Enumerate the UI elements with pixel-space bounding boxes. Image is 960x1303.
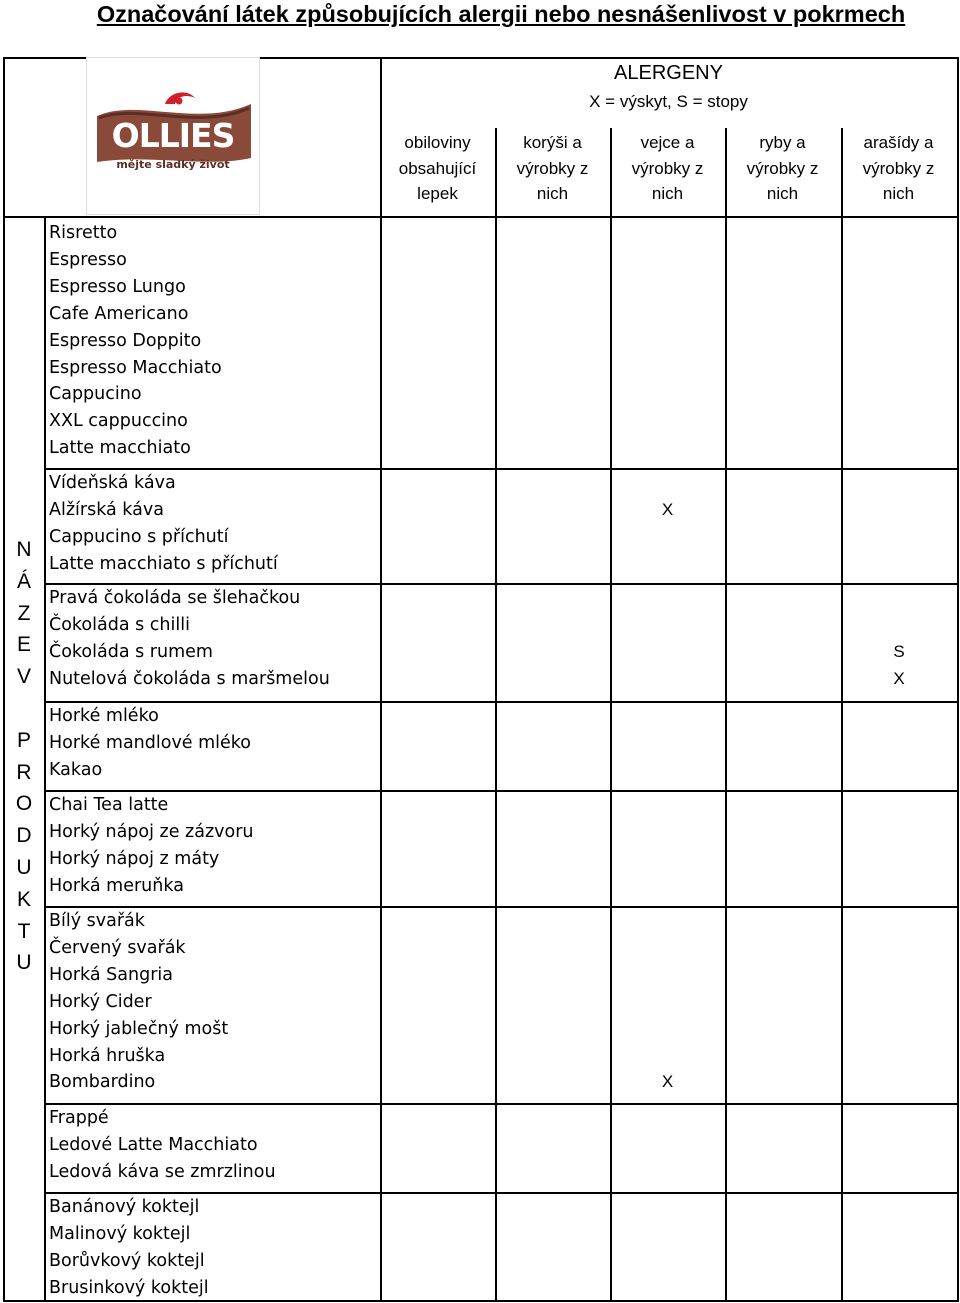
product-name: Risretto [49,223,118,243]
product-name: Cappucino [49,384,142,405]
allergen-column-header-line: nich [651,184,684,203]
product-name: Brusinkový koktejl [49,1277,209,1298]
table-vertical-line [495,128,497,1302]
allergen-mark: S [893,641,905,661]
allergens-header: ALERGENY [614,62,723,84]
product-name: Horké mandlové mléko [49,732,252,753]
product-name: XXL cappuccino [49,411,188,432]
product-name: Horký Cider [49,991,152,1012]
product-name: Alžírská káva [49,499,164,520]
table-horizontal-line [44,468,959,470]
ollies-logo [86,57,260,215]
table-vertical-line [44,216,46,1302]
table-vertical-line [380,57,382,1302]
allergen-column-header [380,130,495,207]
side-label-letter: V [16,665,31,689]
product-name: Horký nápoj ze zázvoru [49,821,254,842]
table-vertical-line [610,128,612,1302]
product-name: Horký nápoj z máty [49,848,220,869]
allergen-column-header-line: nich [536,184,569,203]
table-horizontal-line [3,1300,959,1302]
side-label-letter: K [16,887,31,911]
product-name: Espresso Lungo [49,276,186,297]
product-name: Bílý svařák [49,911,145,931]
allergen-column-header-line: arašídy a [863,133,934,152]
product-name: Ledová káva se zmrzlinou [49,1161,276,1182]
product-name: Červený svařák [49,937,186,958]
allergen-column-header-line: výrobky z [862,158,935,178]
side-label-letter: T [17,919,31,943]
product-name: Latte macchiato s příchutí [49,553,278,574]
product-name: Vídeňská káva [49,473,176,493]
allergen-column-header-line: lepek [417,184,458,203]
side-label-letter: O [15,792,33,816]
document-title: Označování látek způsobujících alergii nebo nesnášenlivost v pokrmech [96,1,906,27]
table-vertical-line [841,128,843,1302]
product-name: Espresso Doppito [49,330,202,351]
product-name: Cappucino s příchutí [49,526,229,547]
side-label-letter: U [16,856,32,879]
logo-brand-text: OLLIES [111,116,235,155]
side-label-letter: Z [17,601,31,625]
product-name: Chai Tea latte [49,795,169,815]
product-name: Čokoláda s rumem [49,641,213,662]
allergen-column-header [725,130,840,207]
logo-slogan-text: mějte sladký život [116,158,230,171]
table-horizontal-line [44,790,959,792]
product-name: Cafe Americano [49,303,189,324]
allergen-column-header-line: výrobky z [746,158,819,178]
table-horizontal-line [44,1192,959,1194]
side-label-letter: R [16,760,32,784]
allergen-column-header-line: vejce a [640,133,695,152]
product-name: Malinový koktejl [49,1223,191,1244]
allergen-mark: X [661,1072,674,1092]
allergen-column-header-line: nich [882,184,915,203]
product-name: Espresso Macchiato [49,357,222,378]
side-label-letter: P [16,728,31,752]
product-name: Nutelová čokoláda s maršmelou [49,668,330,689]
product-name: Horký jablečný mošt [49,1018,229,1039]
product-name: Kakao [49,759,103,780]
side-label-letter: D [16,824,32,848]
allergen-column-header [841,130,956,207]
table-horizontal-line [3,216,959,218]
allergen-column-header-line: obsahující [398,158,477,178]
allergen-column-header-line: nich [766,184,799,203]
allergen-mark: X [661,499,674,519]
allergen-column-header-line: korýši a [523,133,582,152]
side-label-letter: U [16,951,32,975]
product-name: Pravá čokoláda se šlehačkou [49,588,301,608]
allergen-column-header-line: ryby a [759,133,806,152]
logo-dot-icon [176,98,183,105]
table-vertical-line [957,57,959,1302]
table-vertical-line [3,57,5,1302]
allergen-column-header-line: výrobky z [516,158,589,178]
allergen-column-header-line: obiloviny [404,133,471,152]
allergen-column-header-line: výrobky z [631,158,704,178]
allergen-column-header [610,130,725,207]
product-name: Bombardino [49,1072,156,1093]
allergen-column-header [495,130,610,207]
table-horizontal-line [44,583,959,585]
side-label-letter: Á [16,569,31,593]
product-name: Banánový koktejl [49,1197,200,1217]
product-name: Latte macchiato [49,438,191,459]
product-name: Borůvkový koktejl [49,1250,205,1271]
side-label-letter: E [16,633,31,657]
table-horizontal-line [44,906,959,908]
product-name: Čokoláda s chilli [49,614,190,635]
table-vertical-line [725,128,727,1302]
product-name: Ledové Latte Macchiato [49,1134,258,1155]
product-name: Espresso [49,249,127,270]
product-name: Frappé [49,1108,109,1128]
product-name: Horká Sangria [49,964,173,985]
product-name: Horká hruška [49,1045,166,1066]
product-name: Horké mléko [49,706,159,726]
allergens-legend: X = výskyt, S = stopy [589,92,748,111]
side-label-letter: N [16,538,32,561]
table-horizontal-line [44,1103,959,1105]
allergen-mark: X [893,668,905,688]
table-horizontal-line [44,701,959,703]
product-name: Horká meruňka [49,875,184,896]
